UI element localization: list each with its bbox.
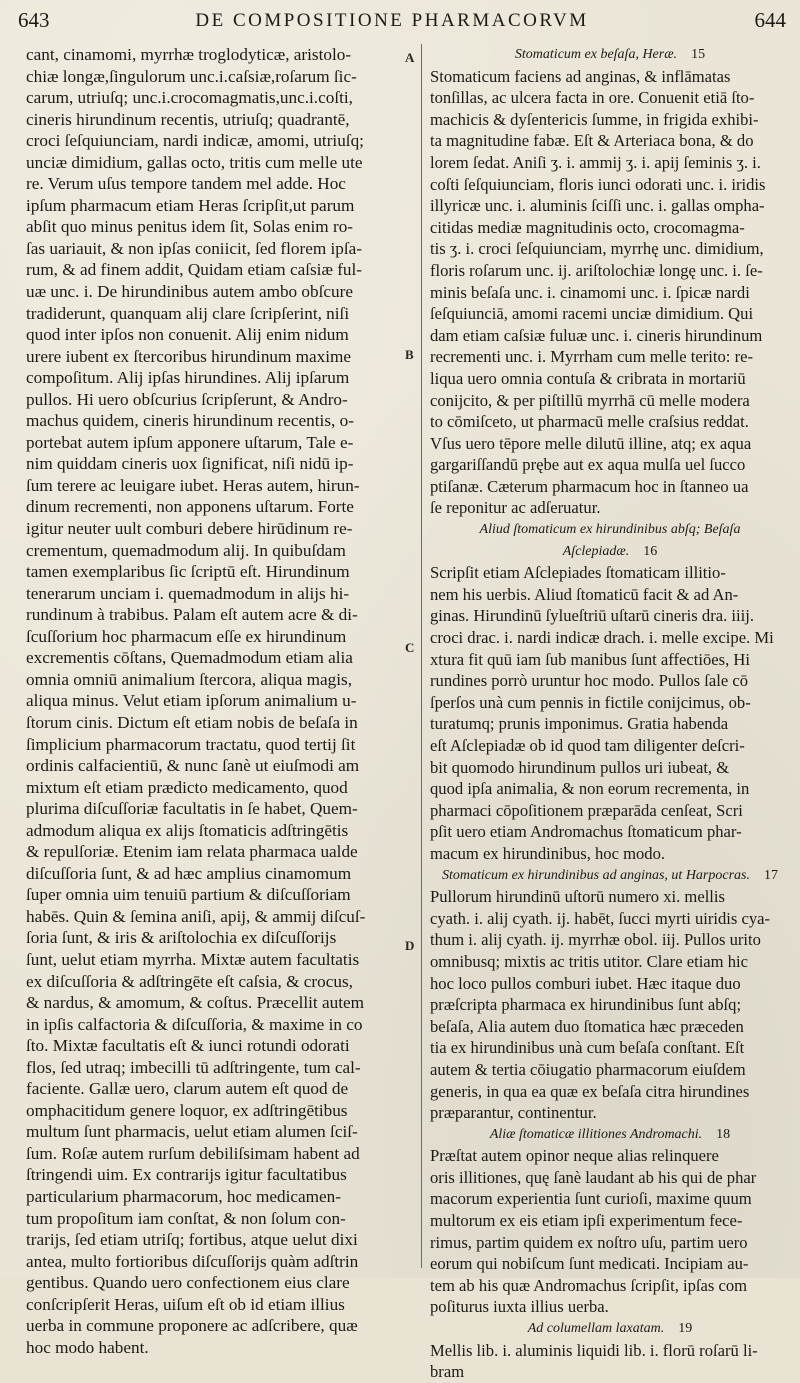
text-line: cant, cinamomi, myrrhæ troglodyticæ, aristolo- — [26, 45, 352, 64]
text-line: liqua uero omnia contuſa & cribrata in mortariū — [430, 368, 746, 388]
text-line: Stomaticum faciens ad anginas, & inflāmatas — [430, 66, 731, 86]
text-line: rum, & ad finem addit, Quidam etiam caſsiæ ful- — [26, 260, 363, 280]
text-line: diſcuſſoria ſunt, & ad hæc amplius cinamomum — [26, 863, 352, 883]
page-header — [18, 8, 786, 40]
text-line: & repulſoriæ. Etenim iam relata pharmaca ualde — [26, 842, 358, 862]
text-line: ſunt, uelut etiam myrrha. Mixtæ autem facultatis — [26, 949, 360, 969]
text-line: carum, utriuſq; unc.i.crocomagmatis,unc.i.coſti, — [26, 88, 353, 108]
text-line: thum i. alij cyath. ij. myrrhæ obol. iij. Pullos urito — [430, 930, 761, 950]
text-line: tradiderunt, quanquam alij clare ſcripſerint, niſi — [26, 303, 350, 323]
text-line: Pullorum hirundinū uſtorū numero xi. mellis — [430, 887, 725, 907]
text-line: rundines porrò uruntur hoc modo. Pullos ſale cō — [430, 671, 748, 691]
text-line: eſt Aſclepiadæ ob id quod tam diligenter deſcri- — [430, 736, 745, 755]
text-line: & nardus, & amomum, & coſtus. Præcellit autem — [26, 993, 364, 1013]
text-line: ordinis calfacientiū, & nunc ſanè ut eiuſmodi am — [26, 756, 360, 776]
text-line: quod ipſa animalia, & non eorum recrementa, in — [430, 779, 750, 799]
text-line: abſit quo minus penitus idem ſit, Solas enim ro- — [26, 217, 354, 237]
text-line: præparantur, continentur. — [430, 1103, 597, 1123]
text-line: ex diſcuſſoria & adſtringēte eſt caſsia, & crocus, — [26, 971, 353, 991]
text-line: floris roſarum unc. ij. ariſtolochiæ longę unc. i. ſe- — [430, 260, 763, 280]
text-line: Scripſit etiam Aſclepiades ſtomaticam illitio- — [430, 563, 726, 583]
text-line: ſum terere ac leuigare iubet. Heras autem, hirun- — [26, 475, 360, 495]
text-line: ſas uariauit, & non ipſas coniicit, ſed florem ipſa- — [26, 238, 363, 258]
text-line: Vſus uero tēpore melle dilutū illine, atq; ex aqua — [430, 433, 752, 453]
text-line: in ipſis calfactoria & diſcuſſoria, & maxime in co — [26, 1014, 363, 1034]
text-line: omphacitidum genere loquor, ex adſtringētibus — [26, 1100, 348, 1120]
text-line: minis beſaſa unc. i. cinamomi unc. i. ſpicæ nardi — [430, 282, 750, 302]
text-line: igitur neuter uult comburi debere hirūdinum re- — [26, 519, 353, 539]
text-line: gargariſſandū prębe aut ex aqua mulſa uel ſucco — [430, 455, 746, 475]
text-line: re. Verum uſus tempore tandem mel adde. Hoc — [26, 174, 346, 194]
text-line: turatumq; prunis imponimus. Gratia habenda — [430, 714, 729, 734]
section-heading-text: Aliæ ſtomaticæ illitiones Andromachi. — [489, 1126, 703, 1142]
text-line: macorum experientia ſunt curioſi, maxime quum — [430, 1189, 752, 1209]
text-line: pharmaci cōpoſitionem præparāda cenſeat, Scri — [430, 800, 743, 820]
text-line: croci drac. i. nardi indicæ drach. i. melle excipe. Mi — [430, 628, 774, 648]
text-line: unciæ dimidium, gallas octo, tritis cum melle ute — [26, 152, 363, 172]
margin-marker-b: B — [405, 347, 414, 362]
text-line: tem ab his quæ Andromachus ſcripſit, ipſas com — [430, 1275, 748, 1295]
text-line: ginas. Hirundinū ſylueſtriū uſtarū cineris dra. iiij. — [430, 606, 754, 626]
text-line: conſcripſerit Heras, uiſum eſt ob id etiam illius — [26, 1294, 345, 1314]
text-line: bit quomodo hirundinum pullos uri iubeat, & — [430, 757, 730, 777]
text-line: ſimplicium pharmacorum tractatu, quod tertij ſit — [26, 734, 356, 754]
running-head: DE COMPOSITIONE PHARMACORVM — [195, 10, 589, 31]
text-line: tia ex hirundinibus unà cum beſaſa conſtant. Eſt — [430, 1038, 745, 1058]
text-line: omnia omniū animalium ſtercora, aliqua magis, — [26, 669, 353, 689]
text-line: macum ex hirundinibus, hoc modo. — [430, 843, 666, 863]
text-line: admodum aliqua ex alijs ſtomaticis adſtringētis — [26, 820, 349, 840]
section-heading — [430, 519, 790, 541]
text-line: machus quidem, cineris hirundinum recentis, o- — [26, 411, 354, 431]
text-line: autem & tertia cōiugatio pharmacorum eiuſdem — [430, 1059, 746, 1079]
text-line: quod inter ipſos non conuenit. Alij enim nidum — [26, 325, 349, 345]
text-line: Præſtat autem opinor neque alias relinquere — [430, 1146, 719, 1166]
text-line: multum ſunt pharmacis, uelut etiam alumen ſciſ- — [26, 1122, 358, 1142]
text-line: ſeſquiunciā, amomi racemi unciæ dimidium. Qui — [430, 304, 754, 324]
section-heading — [430, 44, 790, 66]
text-line: nim quiddam cineris uox ſignificat, niſi nidū ip- — [26, 454, 354, 474]
text-line: lorem ſedat. Aniſi ʒ. i. ammij ʒ. i. apij ſeminis ʒ. i. — [430, 152, 761, 172]
section-heading-text: Stomaticum ex beſaſa, Heræ. — [514, 47, 678, 62]
text-line: tis ʒ. i. croci ſeſquiunciam, myrrhę unc. dimidium, — [430, 239, 764, 259]
text-line: excrementis cōſtans, Quemadmodum etiam alia — [26, 648, 353, 668]
section-heading-text: Stomaticum ex hirundinibus ad anginas, ut Harpocras. — [442, 867, 750, 883]
text-line: hoc loco pullos comburi iubet. Hæc itaque duo — [430, 973, 741, 993]
text-line: tamen exemplaribus ſic ſcriptū eſt. Hirundinum — [26, 562, 350, 582]
text-line: compoſitum. Alij ipſas hirundines. Alij ipſarum — [26, 368, 350, 388]
text-line: Mellis lib. i. aluminis liquidi lib. i. florū roſarū li- — [430, 1340, 758, 1360]
text-line: uæ unc. i. De hirundinibus autem ambo obſcure — [26, 282, 353, 302]
text-line: xtura fit quū iam ſub manibus ſunt affectiōes, Hi — [430, 649, 750, 669]
text-line: omnibusq; mixtis ac tritis utitor. Clare etiam hic — [430, 951, 749, 971]
text-line: ſuper omnia uim tenuiū partium & diſcuſſoriam — [26, 885, 351, 905]
text-line: portebat autem ipſum apponere uſtarum, Tale e- — [26, 432, 354, 452]
text-line: ſe reponitur ac adſeruatur. — [430, 498, 601, 518]
section-heading-text: Aſclepiadæ. — [562, 543, 630, 559]
section-heading — [430, 1318, 790, 1340]
text-line: multorum ex eis etiam ipſi experimentum fece- — [430, 1211, 743, 1231]
text-line: dam etiam caſsiæ fuluæ unc. i. cineris hirundinum — [430, 325, 763, 345]
text-line: coſti ſeſquiunciam, floris iunci odorati unc. i. iridis — [430, 174, 766, 194]
text-line: ſum. Roſæ autem rurſum debiliſsimam habent ad — [26, 1143, 360, 1163]
text-line: poſiturus iuxta illius uerba. — [430, 1297, 609, 1317]
section-number: 19 — [678, 1321, 693, 1337]
text-line: ſcuſſorium hoc pharmacum eſſe ex hirundinum — [26, 626, 347, 646]
margin-marker-d: D — [405, 938, 415, 953]
text-line: dinum recrementi, non apponens uſtarum. Forte — [26, 497, 354, 517]
text-line: ſto. Mixtæ facultatis eſt & iunci rotundi odorati — [26, 1036, 350, 1056]
text-line: eorum qui nobiſcum ſunt medicati. Incipiam au- — [430, 1254, 749, 1274]
section-heading — [430, 1124, 790, 1146]
text-line: antea, multo fortioribus diſcuſſorijs quàm adſtrin — [26, 1251, 359, 1271]
text-line: gentibus. Quando uero confectionem eius clare — [26, 1273, 350, 1293]
text-line: rimus, partim quidem ex noſtro uſu, partim uero — [430, 1232, 748, 1252]
text-line: oris illitiones, quę ſanè laudant ab his qui de phar — [430, 1167, 757, 1187]
text-line: aliqua minus. Velut etiam ipſorum animalium u- — [26, 691, 357, 711]
text-line: ſtorum cinis. Dictum eſt etiam nobis de beſaſa in — [26, 712, 358, 732]
text-line: beſaſa, Alia autem duo ſtomatica hæc præceden — [430, 1016, 744, 1036]
text-line: pullos. Hi uero obſcurius ſcripſerunt, & Andro- — [26, 389, 348, 409]
text-line: plurima diſcuſſoriæ facultatis in ſe habet, Quem- — [26, 799, 358, 819]
text-line: ſoria ſunt, & iris & ariſtolochia ex diſcuſſorijs — [26, 928, 337, 948]
text-line: ta magnitudine fabæ. Eſt & Arteriaca bona, & do — [430, 131, 754, 151]
right-column — [430, 44, 790, 1383]
text-line: illyricæ unc. i. aluminis ſciſſi unc. i. gallas ompha- — [430, 196, 765, 216]
text-line: faciente. Gallæ uero, clarum autem eſt quod de — [26, 1079, 349, 1099]
text-line: citidas mediæ magnitudinis octo, crocomagma- — [430, 217, 745, 237]
section-heading — [430, 541, 790, 563]
text-line: rundinum à trabibus. Palam eſt autem acre & di- — [26, 605, 358, 625]
section-heading-text: Ad columellam laxatam. — [527, 1321, 665, 1337]
page-number-right: 644 — [754, 8, 786, 32]
margin-marker-a: A — [405, 50, 415, 65]
text-line: generis, in qua ea quæ ex beſaſa citra hirundines — [430, 1081, 750, 1101]
text-line: hoc modo habent. — [26, 1337, 149, 1357]
section-number: 17 — [764, 867, 778, 883]
text-line: machicis & dyſentericis ſumme, in frigida exhibi- — [430, 109, 759, 129]
text-line: cineris hirundinum recentis, utriuſq; quadrantē, — [26, 109, 350, 129]
text-line: urere iubent ex ſtercoribus hirundinum maxime — [26, 346, 352, 366]
text-line: mixtum eſt etiam prædicto medicamento, quod — [26, 777, 348, 797]
margin-marker-c: C — [405, 640, 415, 655]
text-line: flos, ſed utraq; imbecilli tū adſtringente, tum cal- — [26, 1057, 361, 1077]
text-line: trarijs, ſed etiam utriſq; fortibus, atque uelut dixi — [26, 1230, 358, 1250]
section-number: 15 — [691, 47, 706, 62]
text-line: pſit uero etiam Andromachus ſtomaticum phar- — [430, 822, 742, 842]
text-line: ſperſos unà cum pennis in fictile conijcimus, ob- — [430, 692, 751, 712]
text-line: bram — [430, 1362, 465, 1382]
text-line: recrementi unc. i. Myrrham cum melle terito: re- — [430, 347, 753, 367]
column-divider — [421, 44, 422, 1268]
text-line: ſtringendi uim. Ex contrarijs igitur facultatibus — [26, 1165, 347, 1185]
text-line: crementum, quemadmodum alij. In quibuſdam — [26, 540, 346, 560]
section-heading-text: Aliud ſtomaticum ex hirundinibus abſq; Beſaſa — [479, 522, 741, 538]
page-number-left: 643 — [18, 8, 50, 32]
text-line: croci ſeſquiunciam, nardi indicæ, amomi, utriuſq; — [26, 131, 364, 151]
left-column — [26, 44, 406, 1358]
text-line: nem his uerbis. Aliud ſtomaticū facit & ad An- — [430, 584, 739, 604]
text-line: uerba in commune proponere ac adſcribere, quæ — [26, 1316, 358, 1336]
text-line: cyath. i. alij cyath. ij. habēt, ſucci myrti uiridis cya- — [430, 908, 771, 928]
text-line: ptiſanæ. Cæterum pharmacum hoc in ſtanneo ua — [430, 476, 749, 496]
text-line: tenerarum unciam i. quemadmodum in alijs hi- — [26, 583, 350, 603]
text-line: to cōmiſceto, ut pharmacū melle craſsius reddat. — [430, 412, 749, 432]
text-line: ipſum pharmacum etiam Heras ſcripſit,ut parum — [26, 195, 355, 215]
text-line: particularium pharmacorum, hoc medicamen- — [26, 1186, 341, 1206]
section-number: 16 — [643, 543, 658, 559]
text-line: chiæ longæ,ſingulorum unc.i.caſsiæ,roſarum ſic- — [26, 66, 357, 86]
text-line: conijcito, & per piſtillū myrrhā cū melle modera — [430, 390, 750, 410]
text-line: tum propoſitum iam conſtat, & non ſolum con- — [26, 1208, 346, 1228]
section-heading — [430, 865, 790, 887]
section-number: 18 — [716, 1126, 731, 1142]
text-line: tonſillas, ac ulcera facta in ore. Conuenit etiā ſto- — [430, 88, 755, 108]
text-line: habēs. Quin & ſemina aniſi, apij, & ammij diſcuſ- — [26, 906, 366, 926]
text-line: præſcripta pharmaca ex hirundinibus ſunt abſq; — [430, 995, 742, 1015]
